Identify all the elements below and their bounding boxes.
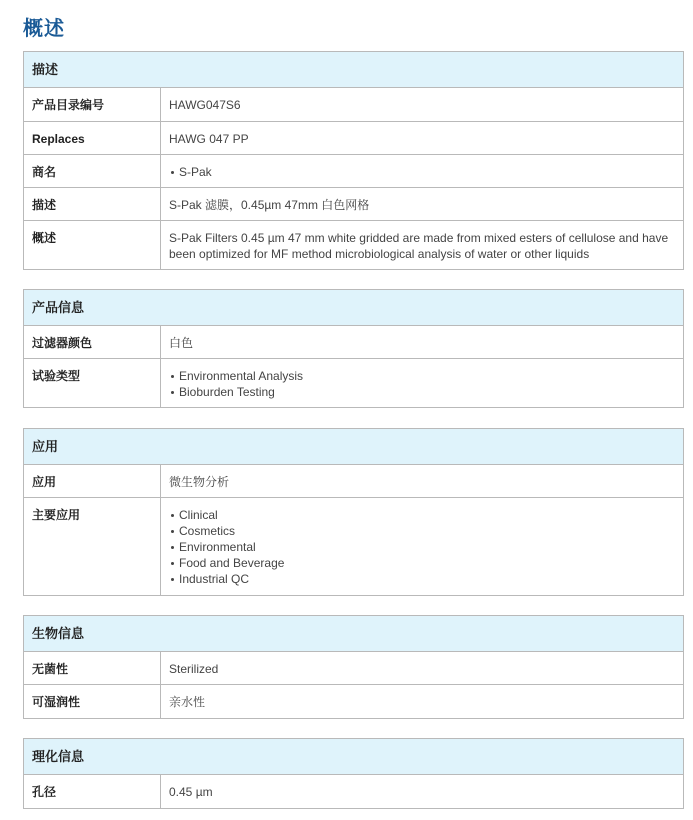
row-label: 过滤器颜色 <box>24 326 161 358</box>
row-label: 描述 <box>24 188 161 220</box>
section-bio-info <box>23 615 684 719</box>
list-item: S-Pak <box>179 164 675 180</box>
value-list <box>169 368 675 400</box>
row-value <box>161 359 683 407</box>
list-item: Bioburden Testing <box>179 384 675 400</box>
row-label: 商名 <box>24 155 161 187</box>
section-physicochemical-info <box>23 738 684 809</box>
list-item: Industrial QC <box>179 571 675 587</box>
section-header: 生物信息 <box>24 616 683 652</box>
row-value: S-Pak Filters 0.45 µm 47 mm white gridded are made from mixed esters of cellulose and have been optimized for MF method microbiological analysis of water or other liquids <box>169 231 669 261</box>
row-value: 亲水性 <box>169 695 206 709</box>
table-row <box>24 498 683 595</box>
section-header: 理化信息 <box>24 739 683 775</box>
table-row <box>24 88 683 122</box>
table-row <box>24 775 683 808</box>
value-list <box>169 507 675 587</box>
row-label: 可湿润性 <box>24 685 161 718</box>
table-row <box>24 326 683 359</box>
list-item: Cosmetics <box>179 523 675 539</box>
section-applications <box>23 428 684 596</box>
table-row <box>24 155 683 188</box>
row-label: 无菌性 <box>24 652 161 684</box>
page-title: 概述 <box>23 18 65 40</box>
row-value: 微生物分析 <box>169 475 230 489</box>
row-label: 主要应用 <box>24 498 161 595</box>
row-value: S-Pak 滤膜，0.45µm 47mm 白色网格 <box>169 198 370 212</box>
row-value: 白色 <box>169 336 194 350</box>
table-row <box>24 359 683 407</box>
row-value: HAWG 047 PP <box>169 132 249 146</box>
table-row <box>24 188 683 221</box>
list-item: Environmental Analysis <box>179 368 675 384</box>
value-list <box>169 164 675 180</box>
row-label: 概述 <box>24 221 161 269</box>
row-label: 孔径 <box>24 775 161 808</box>
row-label: 产品目录编号 <box>24 88 161 121</box>
section-header: 产品信息 <box>24 290 683 326</box>
list-item: Food and Beverage <box>179 555 675 571</box>
row-label: 试验类型 <box>24 359 161 407</box>
row-value: HAWG047S6 <box>169 98 241 112</box>
section-product-info <box>23 289 684 408</box>
list-item: Environmental <box>179 539 675 555</box>
row-value <box>161 155 683 187</box>
section-description <box>23 51 684 270</box>
row-label: Replaces <box>24 122 161 154</box>
section-header: 应用 <box>24 429 683 465</box>
table-row <box>24 122 683 155</box>
table-row <box>24 221 683 269</box>
table-row <box>24 685 683 718</box>
table-row <box>24 652 683 685</box>
row-value: 0.45 µm <box>169 785 213 799</box>
row-value: Sterilized <box>169 662 219 676</box>
table-row <box>24 465 683 498</box>
list-item: Clinical <box>179 507 675 523</box>
row-label: 应用 <box>24 465 161 497</box>
row-value <box>161 498 683 595</box>
section-header: 描述 <box>24 52 683 88</box>
